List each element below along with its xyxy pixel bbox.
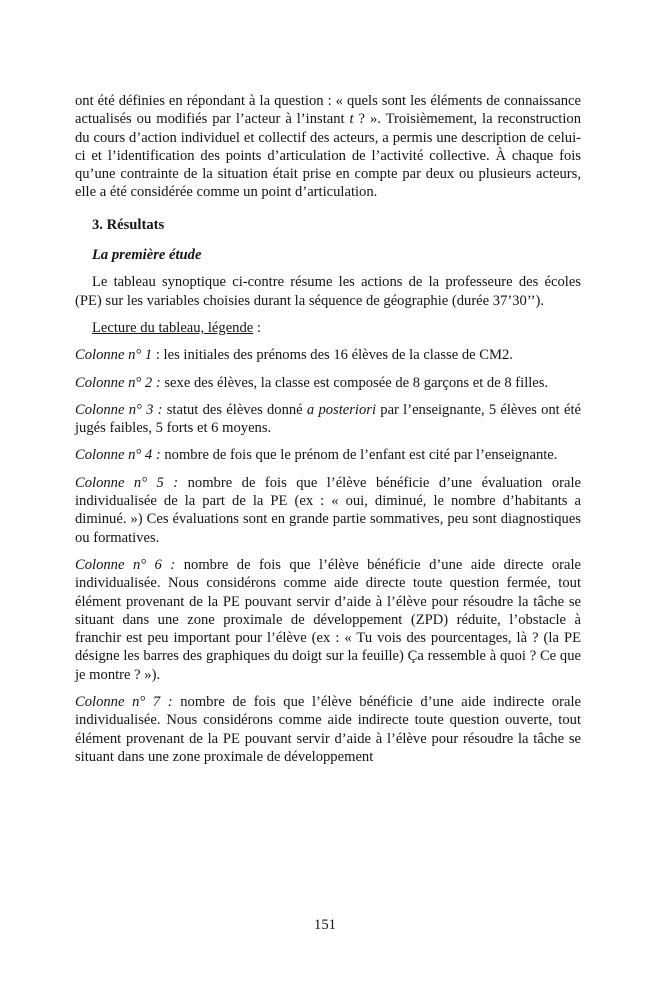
column-4-label: Colonne n° 4 :	[75, 447, 161, 464]
column-5-paragraph	[75, 474, 581, 547]
column-3-text-before: statut des élèves donné	[166, 401, 307, 418]
column-4-text: nombre de fois que le prénom de l’enfant est cité par l’enseignante.	[164, 447, 558, 464]
column-6-sep	[175, 557, 184, 573]
column-6-label: Colonne n° 6 :	[75, 556, 176, 573]
column-3-text: par l’enseignante, 5 élèves ont été jugés faibles, 5 forts et 6 moyens.	[75, 401, 581, 437]
page-number: 151	[314, 917, 336, 933]
column-3-label: Colonne n° 3 :	[75, 401, 163, 418]
intro-paragraph	[75, 92, 581, 202]
text-column	[75, 92, 581, 766]
column-4-paragraph	[75, 446, 581, 464]
section-heading: 3. Résultats	[92, 216, 165, 233]
column-1-text: les initiales des prénoms des 16 élèves de la classe de CM2.	[163, 347, 513, 364]
column-3-emphasis: a posteriori	[306, 401, 377, 418]
column-2-paragraph	[75, 374, 581, 392]
column-7-paragraph	[75, 693, 581, 766]
column-5-text: nombre de fois que l’élève bénéficie d’une évaluation orale individualisée de la part de la PE (ex : « oui, diminué, le nombre d’habitants a diminué. ») Ces évaluations sont en grande partie sommatives, peu sont diagnostiques ou formatives.	[75, 474, 581, 546]
column-1-label: Colonne n° 1	[75, 347, 153, 364]
column-5-label: Colonne n° 5 :	[75, 474, 179, 491]
legend-colon: :	[253, 319, 261, 336]
legend-title-paragraph	[75, 319, 581, 337]
summary-paragraph: Le tableau synoptique ci-contre résume les actions de la professeure des écoles (PE) sur les variables choisies durant la séquence de géographie (durée 37’30’’).	[75, 274, 581, 309]
column-7-text: nombre de fois que l’élève bénéficie d’une aide indirecte orale individualisée. Nous considérons comme aide indirecte toute question ouverte, tout élément provenant de la PE pouvant servir d’aide à l’élève pour résoudre la tâche se situant dans une zone proximale de développement	[75, 694, 581, 765]
column-6-paragraph	[75, 556, 581, 684]
column-3-paragraph	[75, 401, 581, 438]
column-6-text: nombre de fois que l’élève bénéficie d’une aide directe orale individualisée. Nous considérons comme aide directe toute question fermée, tout élément provenant de la PE pouvant servir d’aide à l’élève pour résoudre la tâche se situant dans une zone proximale de développement (ZPD) réduite, l’obstacle à franchir est peu important pour l’élève (ex : « Tu vois des pourcentages, là ? (la PE désigne les barres des graphiques du doigt sur la feuille) Ça ressemble à quoi ? Ce que je montre ? »).	[75, 556, 581, 683]
subsection-heading: La première étude	[92, 247, 202, 264]
column-1-paragraph	[75, 346, 581, 364]
intro-text: ont été définies en répondant à la question : « quels sont les éléments de connaissance actualisés ou modifiés par l’acteur à l’instant	[75, 93, 581, 128]
intro-text-end: ? ». Troisièmement, la reconstruction du cours d’action individuel et collectif des acteurs, a permis une description de celui-ci et l’identification des points d’articulation de l’activité collective. À chaque fois qu’une contrainte de la situation était prise en compte par deux ou plusieurs acteurs, elle a été considérée comme un point d’articulation.	[75, 111, 581, 201]
legend-title: Lecture du tableau, légende	[92, 319, 254, 336]
column-2-label: Colonne n° 2 :	[75, 374, 161, 391]
column-2-text: sexe des élèves, la classe est composée de 8 garçons et de 8 filles.	[164, 374, 549, 391]
column-5-sep	[178, 475, 187, 491]
column-7-label: Colonne n° 7 :	[75, 694, 173, 711]
column-1-sep: :	[152, 347, 164, 364]
intro-variable-t: t	[349, 111, 354, 128]
